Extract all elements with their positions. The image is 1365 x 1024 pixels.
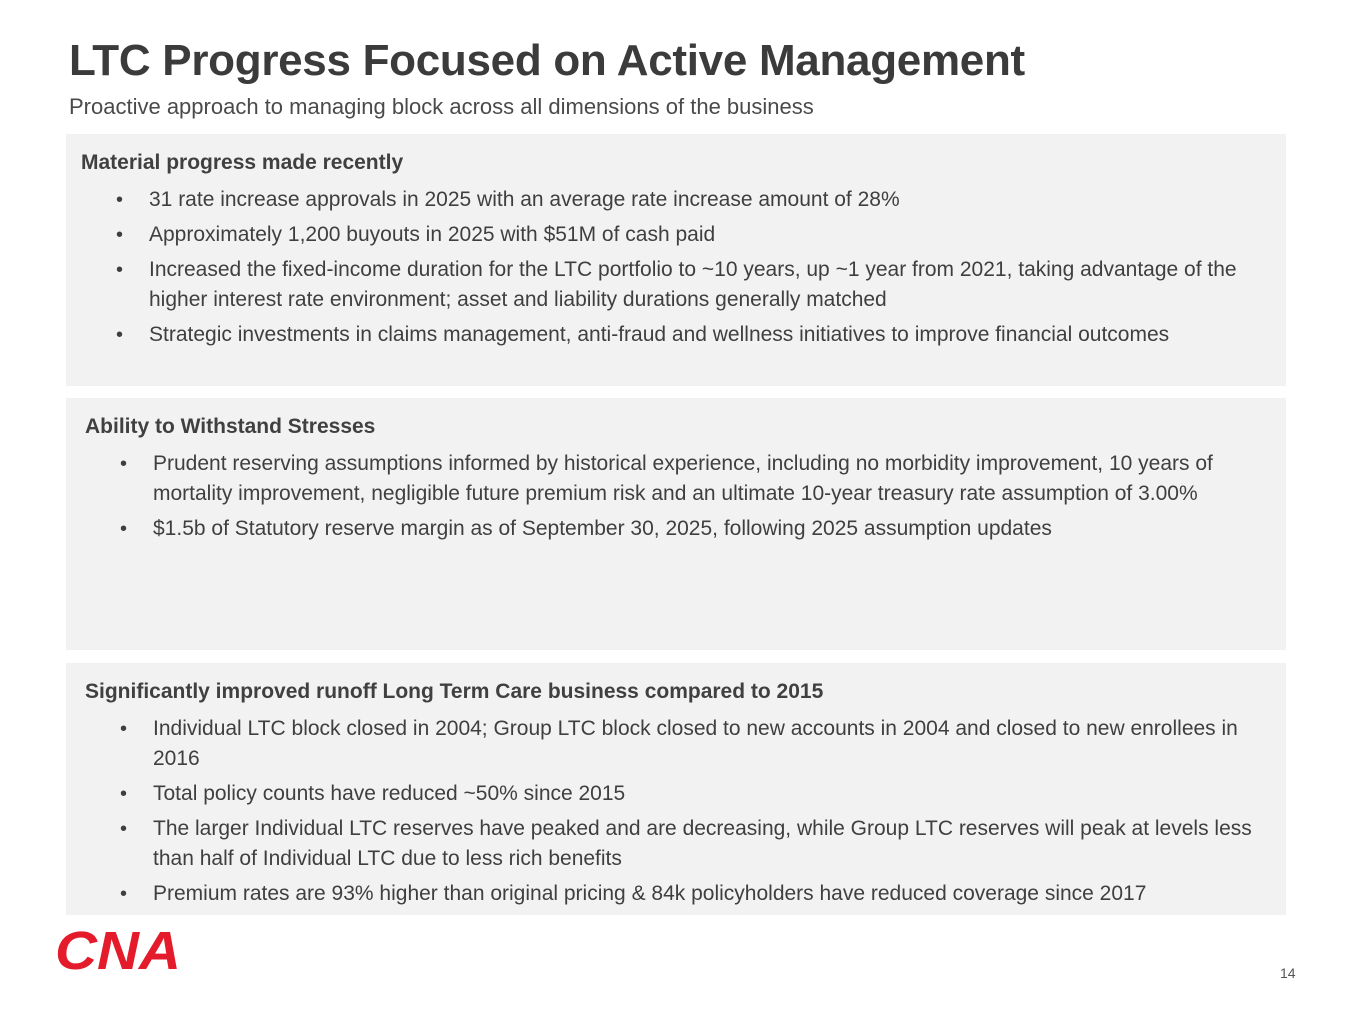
page-subtitle: Proactive approach to managing block across all dimensions of the business	[69, 94, 814, 119]
bullet-list	[85, 449, 1286, 544]
bullet-list	[85, 714, 1286, 909]
section-heading: Material progress made recently	[81, 151, 404, 174]
bullet-item: • The larger Individual LTC reserves have peaked and are decreasing, while Group LTC reserves will peak at levels less than half of Individual LTC due to less rich benefits	[85, 814, 1286, 874]
bullet-item: • Total policy counts have reduced ~50% since 2015	[85, 779, 1286, 809]
section-heading: Ability to Withstand Stresses	[85, 415, 376, 438]
bullet-item: • Individual LTC block closed in 2004; Group LTC block closed to new accounts in 2004 and closed to new enrollees in 2016	[85, 714, 1286, 774]
bullet-item: • Approximately 1,200 buyouts in 2025 with $51M of cash paid	[81, 220, 1286, 250]
bullet-item: • Prudent reserving assumptions informed by historical experience, including no morbidity improvement, 10 years of mortality improvement, negligible future premium risk and an ultimate 10-year treasury rate assumption of 3.00%	[85, 449, 1286, 509]
section-improved-runoff	[66, 663, 1286, 915]
bullet-item: • Strategic investments in claims management, anti-fraud and wellness initiatives to improve financial outcomes	[81, 320, 1286, 350]
cna-logo-text: CNA	[55, 926, 181, 972]
bullet-item: • 31 rate increase approvals in 2025 with an average rate increase amount of 28%	[81, 185, 1286, 215]
bullet-item: • $1.5b of Statutory reserve margin as of September 30, 2025, following 2025 assumption updates	[85, 514, 1286, 544]
page-title: LTC Progress Focused on Active Management	[69, 36, 1025, 85]
page-number: 14	[1280, 965, 1296, 981]
section-withstand-stresses	[66, 398, 1286, 650]
section-material-progress	[66, 134, 1286, 386]
cna-logo	[54, 926, 182, 972]
bullet-list	[81, 185, 1286, 350]
bullet-item: • Increased the fixed-income duration for the LTC portfolio to ~10 years, up ~1 year from 2021, taking advantage of the higher interest rate environment; asset and liability durations generally matched	[81, 255, 1286, 315]
bullet-item: • Premium rates are 93% higher than original pricing & 84k policyholders have reduced coverage since 2017	[85, 879, 1286, 909]
section-heading: Significantly improved runoff Long Term Care business compared to 2015	[85, 680, 824, 703]
